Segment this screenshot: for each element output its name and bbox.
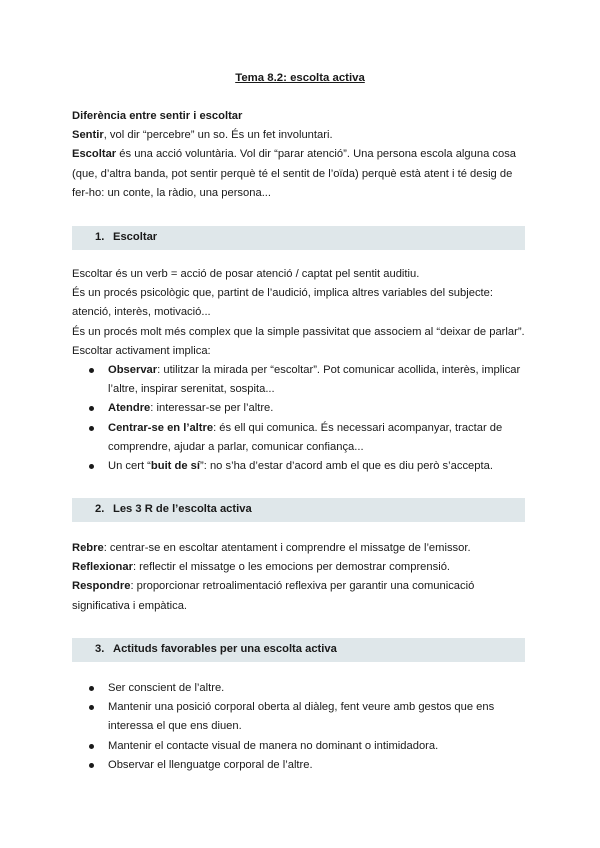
section-3-bullet-list — [72, 679, 530, 775]
section-1-number: 1. — [95, 231, 105, 243]
section-3-label: Actituds favorables per una escolta activa — [113, 643, 337, 655]
bullet-icon — [89, 464, 94, 469]
text-escoltar-line: és una acció voluntària. Vol dir “parar atenció”. Una persona escola alguna cosa — [116, 148, 517, 161]
paragraph-line: És un procés psicològic que, partint de l’audició, implica altres variables del subjecte: — [72, 287, 493, 300]
bullet-icon — [89, 406, 94, 411]
term-escoltar: Escoltar — [72, 148, 117, 161]
list-item — [72, 698, 530, 736]
list-item — [72, 679, 530, 698]
bullet-icon — [89, 426, 94, 431]
list-item — [72, 737, 530, 756]
section-2-label: Les 3 R de l’escolta activa — [113, 503, 252, 515]
definition-rebre — [72, 539, 530, 558]
paragraph-line: Escoltar activament implica: — [72, 344, 211, 357]
section-2-number: 2. — [95, 503, 105, 515]
bullet-text: : utilitzar la mirada per “escoltar”. Pot comunicar acollida, interès, implicar — [157, 364, 521, 377]
text-escoltar-line: fer-ho: un conte, la ràdio, una persona... — [72, 186, 272, 199]
bullet-icon — [89, 368, 94, 373]
bullet-icon — [89, 705, 94, 710]
section-1-body — [72, 265, 530, 476]
section-2-body — [72, 539, 530, 616]
text-rebre: : centrar-se en escoltar atentament i comprendre el missatge de l’emissor. — [103, 542, 471, 554]
bullet-text: Ser conscient de l’altre. — [108, 682, 225, 694]
section-3-number: 3. — [95, 643, 105, 655]
section-2-heading — [72, 498, 525, 522]
text-respondre: : proporcionar retroalimentació reflexiva per garantir una comunicació — [130, 580, 475, 593]
section-3-heading — [72, 638, 525, 662]
bullet-term: Atendre — [108, 402, 151, 415]
bullet-term: buit de sí — [150, 460, 201, 473]
bullet-text: Observar el llenguatge corporal de l’altre. — [108, 758, 313, 771]
term-rebre: Rebre — [72, 542, 104, 554]
term-reflexionar: Reflexionar — [72, 561, 133, 574]
page-title: Tema 8.2: escolta activa — [235, 72, 365, 84]
bullet-text: Mantenir una posició corporal oberta al diàleg, fent veure amb gestos que ens — [108, 701, 495, 714]
bullet-text: ”: no s’ha d’estar d’acord amb el que es diu però s’accepta. — [200, 460, 493, 473]
bullet-text: Mantenir el contacte visual de manera no dominant o intimidadora. — [108, 739, 439, 752]
list-item — [72, 419, 530, 457]
text-reflexionar: : reflectir el missatge o les emocions per demostrar comprensió. — [132, 561, 451, 574]
bullet-icon — [89, 744, 94, 749]
bullet-text: : interessar-se per l’altre. — [150, 402, 274, 415]
paragraph-line: Escoltar és un verb = acció de posar atenció / captat pel sentit auditiu. — [72, 268, 420, 280]
term-sentir: Sentir — [72, 129, 104, 142]
definition-respondre — [72, 577, 530, 596]
section-1-bullet-list — [72, 361, 530, 476]
definition-escoltar — [72, 145, 530, 164]
text-sentir: , vol dir “percebre” un so. És un fet involuntari. — [103, 129, 333, 142]
list-item — [72, 756, 530, 775]
paragraph-line: atenció, interès, motivació... — [72, 306, 211, 319]
section-1-heading — [72, 226, 525, 250]
bullet-text: l’altre, inspirar serenitat, sospita... — [108, 383, 275, 396]
bullet-text: comprendre, ajudar a parlar, comunicar confiança... — [108, 440, 364, 453]
definition-reflexionar — [72, 558, 530, 577]
bullet-term: Centrar-se en l’altre — [108, 421, 214, 434]
intro-heading: Diferència entre sentir i escoltar — [72, 110, 243, 122]
paragraph-line: És un procés molt més complex que la simple passivitat que associem al “deixar de parlar”. — [72, 325, 525, 338]
section-3-body — [72, 679, 530, 775]
bullet-text: : és ell qui comunica. És necessari acompanyar, tractar de — [213, 421, 503, 434]
text-respondre-continued: significativa i empàtica. — [72, 599, 188, 612]
bullet-icon — [89, 686, 94, 691]
list-item — [72, 361, 530, 399]
term-respondre: Respondre — [72, 580, 131, 593]
intro-block — [72, 107, 530, 203]
bullet-text: interessa el que ens diuen. — [108, 720, 242, 733]
section-1-label: Escoltar — [113, 231, 158, 243]
list-item — [72, 457, 530, 476]
bullet-term: Observar — [108, 364, 158, 377]
bullet-prefix: Un cert “ — [108, 460, 151, 473]
text-escoltar-line: (que, d’altra banda, pot sentir perquè té el sentit de l’oïda) perquè està atent i té desig de — [72, 167, 513, 180]
definition-sentir — [72, 126, 530, 145]
bullet-icon — [89, 763, 94, 768]
list-item — [72, 399, 530, 418]
